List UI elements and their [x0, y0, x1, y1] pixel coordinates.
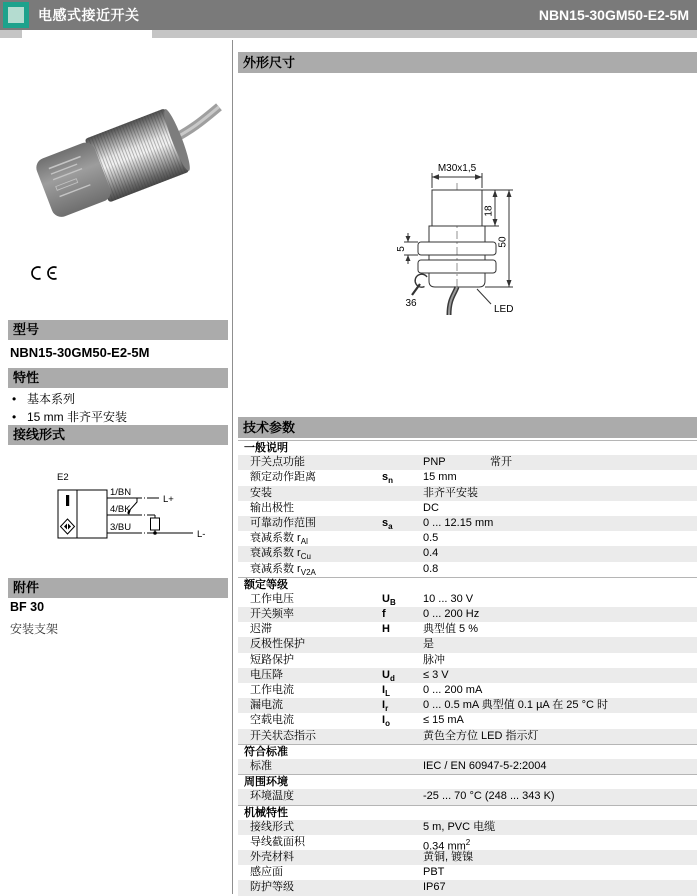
tech-row-label: 开关点功能	[250, 456, 305, 469]
tech-row-symbol	[382, 531, 423, 546]
tech-row-label: 开关频率	[250, 608, 294, 621]
product-photo	[22, 38, 222, 253]
tech-row	[238, 637, 697, 652]
tech-row-symbol: $s_a$	[382, 516, 393, 532]
tech-row-value: 非齐平安装	[423, 486, 478, 499]
tech-row	[238, 592, 697, 607]
tech-row-label: 导线截面积	[250, 835, 305, 848]
tech-row-symbol: $s_n$	[382, 471, 394, 486]
part-number: NBN15-30GM50-E2-5M	[538, 7, 689, 23]
tech-row	[238, 501, 697, 516]
tech-row-symbol: $I_o$	[382, 714, 390, 729]
tech-row	[238, 653, 697, 668]
inductive-bar-icon	[66, 495, 69, 506]
tech-subsection-heading: 一般说明	[238, 440, 697, 455]
tech-row-value2: 常开	[490, 456, 512, 469]
column-divider	[232, 40, 233, 894]
feature-item: • 15 mm 非齐平安装	[12, 410, 128, 424]
tech-row-label: 衰减系数 $r_{V2A}$	[250, 562, 316, 577]
bullet-icon: •	[12, 410, 17, 424]
tech-row-symbol: $U_B$	[382, 592, 396, 608]
tech-row-label: 电压降	[250, 668, 283, 681]
header-substrip-notch	[22, 30, 152, 38]
tech-row-label: 衰减系数 $r_{Cu}$	[250, 547, 311, 562]
tech-row-label: 反极性保护	[250, 638, 305, 651]
tech-row	[238, 668, 697, 683]
tech-row-label: 接线形式	[250, 820, 294, 833]
accessories-section-heading: 附件	[8, 578, 228, 598]
tech-row	[238, 683, 697, 698]
tech-row-value: -25 ... 70 °C (248 ... 343 K)	[423, 790, 555, 803]
tech-row	[238, 789, 697, 804]
page-title: 电感式接近开关	[38, 7, 140, 23]
sensor-body	[32, 90, 222, 223]
tech-row-value: 0 ... 12.15 mm	[423, 516, 494, 529]
tech-subsection-heading: 额定等级	[238, 577, 697, 592]
ce-mark-icon	[28, 262, 60, 284]
tech-row-value: 0.5	[423, 532, 439, 545]
dim-thread-label: M30x1,5	[437, 163, 477, 174]
model-value: NBN15-30GM50-E2-5M	[10, 345, 150, 360]
tech-row-symbol	[382, 637, 423, 652]
tech-row-symbol	[382, 789, 423, 804]
sensor-diamond-icon	[61, 519, 75, 534]
tech-subsection-heading: 周围环境	[238, 774, 697, 789]
tech-row-value: 0 ... 0.5 mA 典型值 0.1 µA 在 25 °C 时	[423, 699, 608, 712]
tech-row-value: 0 ... 200 Hz	[423, 608, 480, 621]
sensor-symbol-box	[58, 490, 107, 538]
tech-row-symbol	[382, 759, 423, 774]
feature-item: • 基本系列	[12, 392, 76, 406]
tech-row-symbol: H	[382, 623, 390, 636]
model-section-heading: 型号	[8, 320, 228, 340]
wire3-label: 3/BU	[110, 522, 132, 533]
dim-5-label: 5	[396, 246, 407, 252]
tech-row-value: 黄铜, 镀镍	[423, 851, 474, 864]
tech-row-symbol: $I_r$	[382, 699, 389, 714]
tech-row	[238, 546, 697, 561]
tech-row-label: 开关状态指示	[250, 729, 316, 742]
tech-row-symbol	[382, 653, 423, 668]
connection-section-heading: 接线形式	[8, 425, 228, 445]
tech-row-symbol	[382, 729, 423, 744]
tech-row-value: 脉冲	[423, 653, 445, 666]
tech-section-heading: 技术参数	[238, 417, 697, 438]
tech-row-symbol	[382, 850, 423, 865]
tech-row-label: 衰减系数 $r_{Al}$	[250, 532, 308, 547]
tech-row-value: ≤ 3 V	[423, 668, 449, 681]
tech-row-label: 外壳材料	[250, 851, 294, 864]
features-section-heading: 特性	[8, 368, 228, 388]
tech-row	[238, 486, 697, 501]
bullet-icon: •	[12, 392, 17, 406]
brand-square-icon	[3, 2, 29, 28]
tech-row-label: 标准	[250, 759, 272, 772]
accessory-desc: 安装支架	[10, 622, 59, 636]
tech-row-symbol	[382, 486, 423, 501]
tech-row-label: 感应面	[250, 866, 283, 879]
lplus-label: L+	[163, 494, 174, 505]
tech-row-symbol	[382, 546, 423, 561]
tech-row	[238, 865, 697, 880]
tech-row	[238, 820, 697, 835]
dim-36-label: 36	[405, 298, 417, 309]
tech-row	[238, 835, 697, 853]
tech-subsection-heading: 机械特性	[238, 805, 697, 820]
dimensions-section-heading: 外形尺寸	[238, 52, 697, 73]
tech-row-label: 环境温度	[250, 790, 294, 803]
tech-row-value: ≤ 15 mA	[423, 714, 464, 727]
wrench-icon	[412, 274, 427, 295]
tech-row-symbol	[382, 562, 423, 577]
tech-row	[238, 713, 697, 728]
tech-table	[238, 440, 697, 896]
tech-row-label: 输出极性	[250, 501, 294, 514]
tech-row	[238, 455, 697, 470]
tech-row-symbol: f	[382, 608, 386, 621]
dim-18-label: 18	[483, 205, 495, 217]
wire1-label: 1/BN	[110, 487, 132, 498]
wiring-diagram	[40, 452, 230, 572]
tech-row-label: 可靠动作范围	[250, 516, 316, 529]
diagram-tag: E2	[57, 472, 69, 483]
tech-row-value: 0 ... 200 mA	[423, 684, 483, 696]
wire2-label: 4/BK	[110, 504, 131, 515]
tech-row-symbol	[382, 880, 423, 895]
tech-row-value: 是	[423, 638, 434, 651]
tech-row-value: 黄色全方位 LED 指示灯	[423, 729, 539, 742]
tech-row	[238, 470, 697, 485]
tech-row	[238, 880, 697, 895]
dim-50-label: 50	[497, 236, 509, 248]
tech-row-label: 迟滞	[250, 623, 272, 636]
tech-row	[238, 698, 697, 713]
tech-row	[238, 622, 697, 637]
tech-row-value: PNP 常开	[423, 456, 512, 469]
tech-row-value: PBT	[423, 866, 445, 879]
led-label: LED	[494, 304, 514, 315]
tech-row-label: 漏电流	[250, 699, 283, 712]
tech-row-symbol	[382, 820, 423, 835]
lminus-label: L-	[197, 529, 206, 540]
tech-row-label: 安装	[250, 486, 272, 499]
tech-row-value: 0.8	[423, 562, 439, 575]
tech-row	[238, 516, 697, 531]
tech-row	[238, 562, 697, 577]
tech-row-label: 额定动作距离	[250, 471, 316, 484]
tech-row-value: 0.34 $mm^2$	[423, 837, 471, 853]
tech-row-label: 空载电流	[250, 714, 294, 727]
tech-row-label: 防护等级	[250, 881, 294, 894]
tech-row-value: IEC / EN 60947-5-2:2004	[423, 759, 547, 772]
tech-row-symbol: $I_L$	[382, 684, 390, 699]
tech-row-label: 工作电压	[250, 592, 294, 605]
tech-row-value: 典型值 5 %	[423, 623, 479, 636]
page-header-bar	[0, 0, 697, 30]
tech-row-value: 5 m, PVC 电缆	[423, 820, 496, 833]
tech-row-label: 短路保护	[250, 653, 294, 666]
tech-subsection-heading: 符合标准	[238, 744, 697, 759]
tech-row-value: 0.4	[423, 547, 439, 560]
tech-row	[238, 729, 697, 744]
tech-row	[238, 531, 697, 546]
sensor-head-outline	[432, 190, 482, 226]
tech-row-symbol	[382, 835, 423, 850]
tech-row-symbol	[382, 501, 423, 516]
tech-row-value: 15 mm	[423, 471, 457, 484]
accessory-name: BF 30	[10, 600, 45, 614]
tech-row-symbol	[382, 455, 423, 470]
tech-row-value: DC	[423, 501, 439, 514]
tech-row	[238, 607, 697, 622]
tech-row	[238, 850, 697, 865]
tech-row-label: 工作电流	[250, 684, 294, 696]
tech-row	[238, 759, 697, 774]
tech-row-value: 10 ... 30 V	[423, 592, 474, 605]
load-symbol	[151, 518, 160, 530]
tech-row-symbol	[382, 865, 423, 880]
dimension-drawing	[378, 143, 562, 323]
tech-row-symbol: $U_d$	[382, 668, 395, 683]
tech-row-value: IP67	[423, 881, 446, 894]
